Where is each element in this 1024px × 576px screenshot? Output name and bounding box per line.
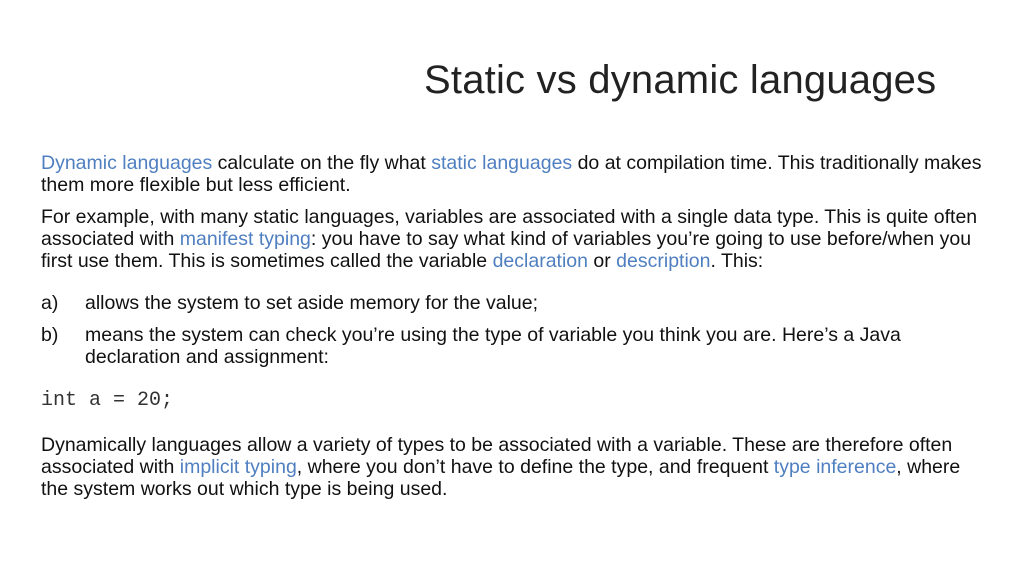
term-dynamic-languages: Dynamic languages xyxy=(41,152,213,174)
term-static-languages: static languages xyxy=(431,152,573,174)
text-run: do at compilation time. This traditionally makes them more flexible but less efficient. xyxy=(41,152,982,196)
list-text: allows the system to set aside memory for the value; xyxy=(85,292,539,314)
list-marker: a) xyxy=(41,292,59,314)
java-code-snippet: int a = 20; xyxy=(41,389,174,412)
text-run: . This: xyxy=(710,250,764,272)
text-run: , where the system works out which type is being used. xyxy=(41,456,961,500)
text-run: , where you don’t have to define the type, and frequent xyxy=(296,456,774,478)
paragraph-dynamic-typing xyxy=(41,434,991,500)
paragraph-static-example xyxy=(41,206,991,272)
text-run: For example, with many static languages, variables are associated with a single data type. This is quite often associated with xyxy=(41,206,978,250)
slide-title: Static vs dynamic languages xyxy=(424,58,937,102)
paragraph-dynamic-intro xyxy=(41,152,991,196)
list-item xyxy=(41,324,991,368)
text-run: calculate on the fly what xyxy=(212,152,432,174)
text-run: or xyxy=(587,250,617,272)
benefits-list xyxy=(41,292,991,368)
term-implicit-typing: implicit typing xyxy=(179,456,297,478)
slide-body xyxy=(41,152,991,510)
term-manifest-typing: manifest typing xyxy=(179,228,311,250)
text-run: : you have to say what kind of variables you’re going to use before/when you first use them. This is sometimes called the variable xyxy=(41,228,972,272)
list-marker: b) xyxy=(41,324,59,346)
term-description: description xyxy=(616,250,711,272)
term-type-inference: type inference xyxy=(773,456,897,478)
term-declaration: declaration xyxy=(492,250,588,272)
text-run: Dynamically languages allow a variety of types to be associated with a variable. These are therefore often associated with xyxy=(41,434,953,478)
list-item xyxy=(41,292,991,314)
list-text: means the system can check you’re using the type of variable you think you are. Here’s a Java declaration and assignment: xyxy=(85,324,901,368)
